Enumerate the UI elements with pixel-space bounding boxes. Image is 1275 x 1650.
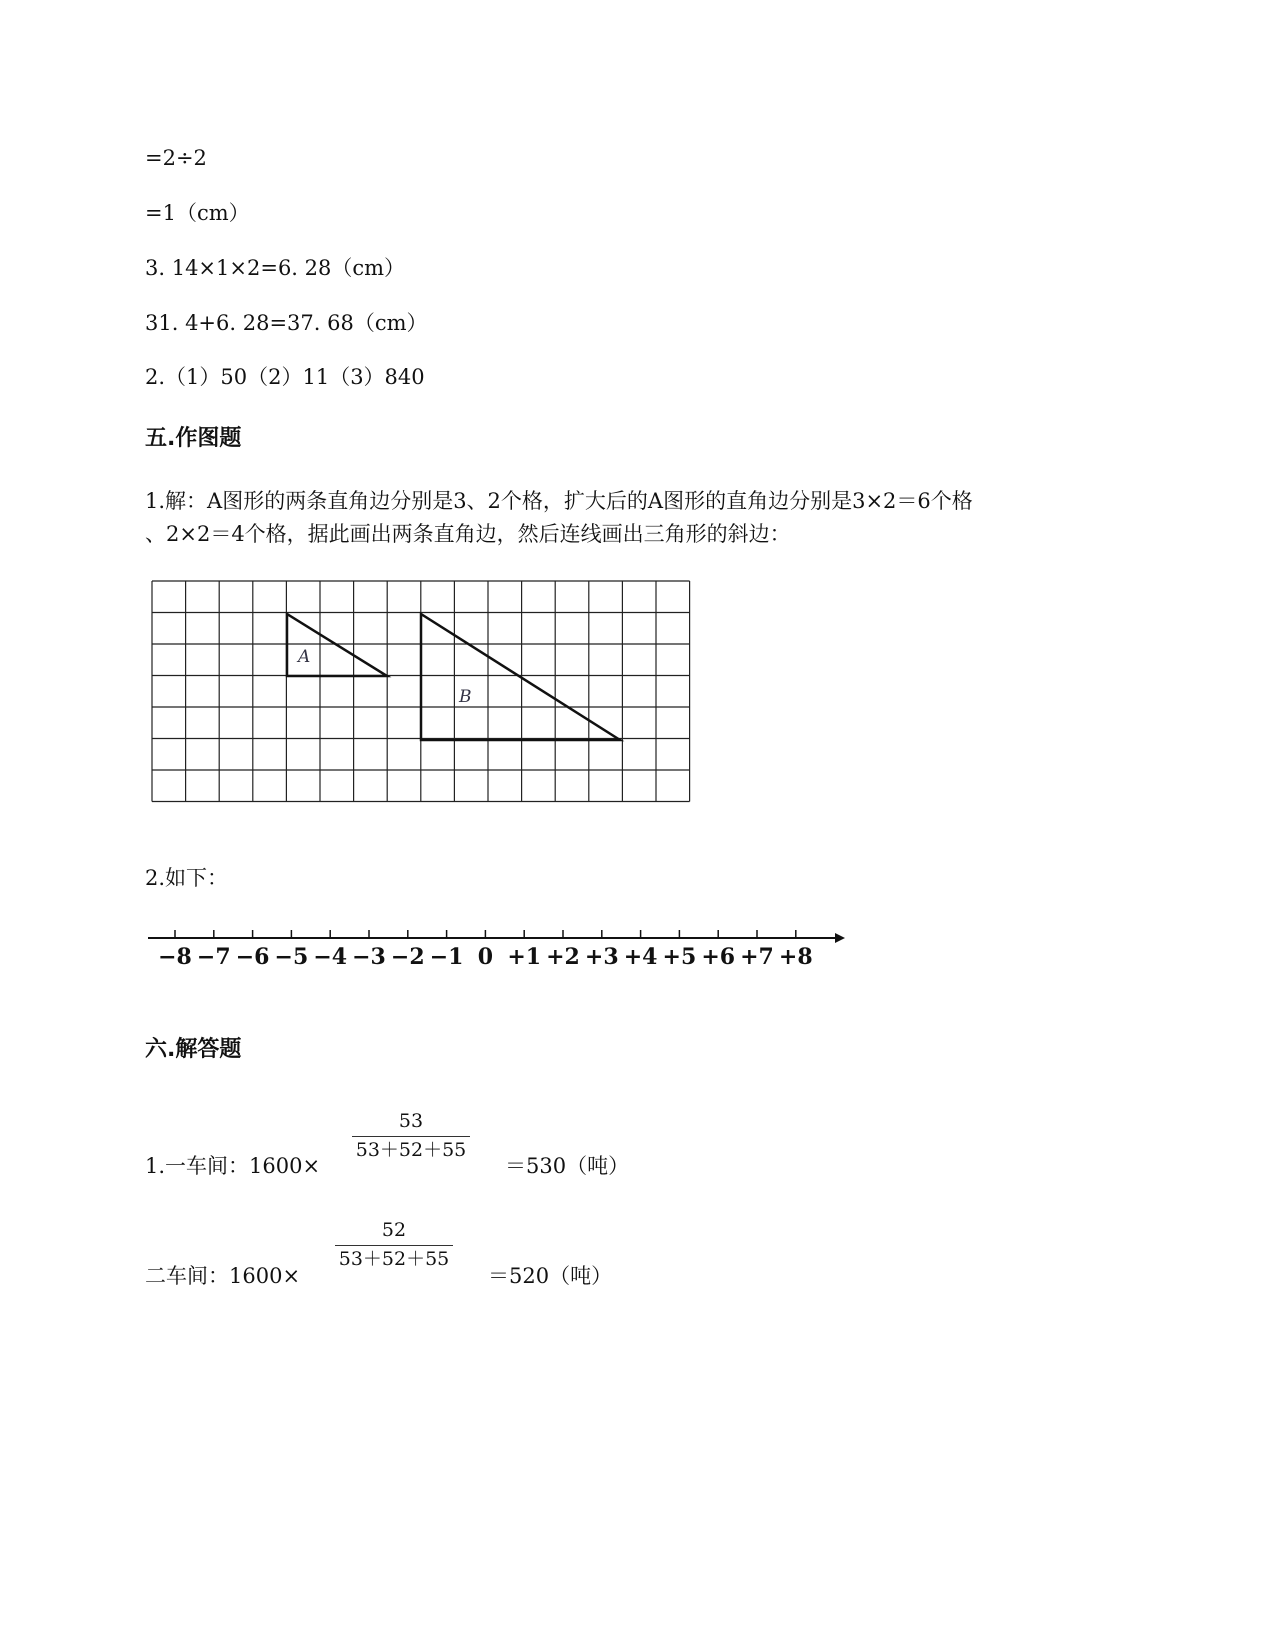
number-line-label: −7 (196, 944, 231, 970)
q2-fraction-bar (335, 1245, 453, 1246)
number-line-label: +3 (584, 944, 619, 970)
answer-1-line-2: 、2×2＝4个格，据此画出两条直角边，然后连线画出三角形的斜边： (145, 522, 791, 546)
number-line-label: +4 (623, 944, 658, 970)
q2-prefix: 二车间：1600× (145, 1264, 301, 1288)
number-line-label: −4 (313, 944, 348, 970)
q2-denominator: 53＋52＋55 (338, 1247, 450, 1270)
q2-numerator: 52 (381, 1219, 407, 1241)
grid-drawing (150, 578, 695, 808)
number-line-label: −3 (352, 944, 386, 970)
q1-denominator: 53＋52＋55 (355, 1138, 467, 1161)
number-line (145, 922, 855, 972)
answer-1-line-1: 1.解：A图形的两条直角边分别是3、2个格，扩大后的A图形的直角边分别是3×2＝6个格 (145, 489, 973, 513)
triangle-b (421, 614, 620, 740)
number-line-label: −8 (158, 944, 192, 970)
calc-line-1: =2÷2 (145, 146, 207, 170)
calc-line-2: =1（cm） (145, 201, 250, 225)
number-line-label: +5 (662, 944, 697, 970)
number-line-label: +8 (778, 944, 813, 970)
number-line-label: 0 (477, 944, 494, 970)
q2-fraction (335, 1219, 453, 1271)
calc-line-3: 3. 14×1×2=6. 28（cm） (145, 256, 406, 280)
q1-fraction-bar (352, 1136, 470, 1137)
number-line-label: +6 (701, 944, 736, 970)
calc-line-5: 2.（1）50（2）11（3）840 (145, 365, 425, 389)
section-5-heading: 五.作图题 (145, 426, 242, 451)
number-line-label: +7 (740, 944, 774, 970)
section-6-heading: 六.解答题 (145, 1037, 242, 1062)
q1-prefix: 1.一车间：1600× (145, 1154, 321, 1178)
number-line-arrow (835, 933, 845, 943)
number-line-label: +2 (546, 944, 580, 970)
triangle-a-label: A (298, 647, 311, 667)
answer-2-line: 2.如下： (145, 866, 229, 890)
number-line-label: −1 (429, 944, 464, 970)
calc-line-4: 31. 4+6. 28=37. 68（cm） (145, 311, 428, 335)
triangle-b-label: B (459, 687, 472, 707)
number-line-label: −6 (235, 944, 270, 970)
number-line-label: +1 (507, 944, 542, 970)
q2-result: ＝520（吨） (488, 1264, 613, 1288)
q1-result: ＝530（吨） (505, 1154, 630, 1178)
q1-fraction (352, 1110, 470, 1162)
q1-numerator: 53 (398, 1110, 424, 1132)
number-line-label: −2 (390, 944, 425, 970)
number-line-label: −5 (274, 944, 309, 970)
